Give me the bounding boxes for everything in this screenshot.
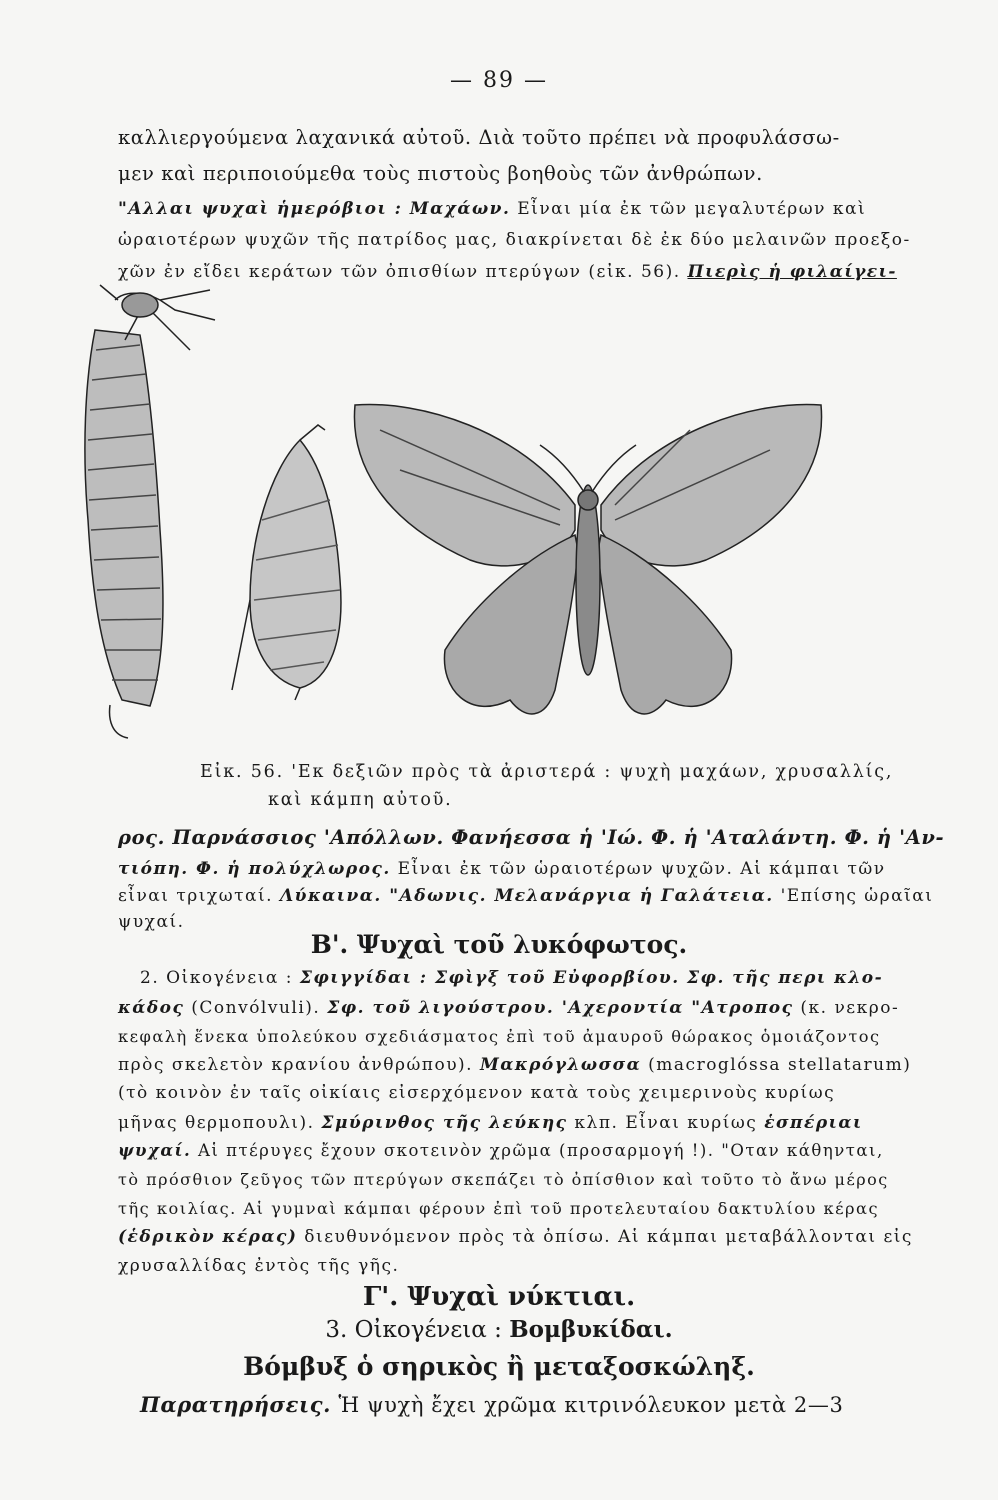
text-fragment: μῆνας θερμοπουλι). (118, 1113, 322, 1133)
text-line: μεν καὶ περιποιούμεθα τοὺς πιστοὺς βοηθοὺς τῶν ἀνθρώπων. (118, 162, 763, 185)
text-line (118, 859, 886, 879)
emphasis-text: ψυχαί. (118, 1141, 192, 1160)
species-name: Σφιγγίδαι : Σφὶγξ τοῦ Εὐφορβίου. Σφ. τῆς περι κλο- (299, 968, 884, 988)
text-line (140, 1392, 843, 1417)
text-fragment: (κ. νεκρο- (793, 998, 900, 1018)
text-line (118, 886, 933, 906)
text-fragment: Εἶναι ἐκ τῶν ὡραιοτέρων ψυχῶν. Αἱ κάμπαι τῶν (390, 859, 886, 879)
text-line: τὸ πρόσθιον ζεῦγος τῶν πτερύγων σκεπάζει τὸ ὀπίσθιον καὶ τοῦτο τὸ ἄνω μέρος (118, 1170, 889, 1189)
species-heading: Βόμβυξ ὁ σηρικὸς ἢ μεταξοσκώληξ. (243, 1352, 755, 1381)
text-fragment: 3. Οἰκογένεια : (325, 1317, 510, 1343)
text-line (118, 1055, 911, 1075)
species-name: τιόπη. Φ. ἡ πολύχλωρος. (118, 859, 391, 879)
section-heading: Β'. Ψυχαὶ τοῦ λυκόφωτος. (310, 930, 688, 959)
text-fragment: κλπ. Εἶναι κυρίως (567, 1113, 765, 1133)
figure-caption-line: καὶ κάμπη αὐτοῦ. (268, 790, 453, 810)
text-fragment: διευθυνόμενον πρὸς τὰ ὀπίσω. Αἱ κάμπαι μεταβάλλονται εἰς (297, 1227, 913, 1247)
chrysalis-drawing (232, 425, 341, 700)
emphasis-text: (ἑδρικὸν κέρας) (118, 1227, 298, 1247)
text-line: κεφαλὴ ἕνεκα ὑπολεύκου σχεδιάσματος ἐπὶ τοῦ ἀμαυροῦ θώρακος ὁμοιάζοντος (118, 1027, 881, 1046)
text-line: τῆς κοιλίας. Αἱ γυμναὶ κάμπαι φέρουν ἐπὶ τοῦ προτελευταίου δακτυλίου κέρας (118, 1199, 880, 1218)
text-fragment: εἶναι τριχωταί. (118, 886, 280, 906)
text-line (118, 998, 899, 1018)
text-fragment: (macroglóssa stellatarum) (641, 1055, 912, 1075)
text-line (118, 1227, 913, 1247)
text-line: χρυσαλλίδας ἐντὸς τῆς γῆς. (118, 1256, 400, 1276)
species-name: Πιερὶς ἡ φιλαίγει- (687, 262, 897, 282)
text-fragment: Αἱ πτέρυγες ἔχουν σκοτεινὸν χρῶμα (προσαρμογή !). "Οταν κάθηνται, (191, 1141, 884, 1160)
section-heading: Γ'. Ψυχαὶ νύκτιαι. (362, 1282, 636, 1312)
species-name: "Αλλαι ψυχαὶ ἡμερόβιοι : Μαχάων. (118, 199, 511, 219)
text-line (118, 826, 944, 849)
family-name: Βομβυκίδαι. (509, 1316, 673, 1343)
text-line (118, 1141, 884, 1160)
text-fragment: (Convólvuli). (184, 998, 328, 1018)
text-line: ὡραιοτέρων ψυχῶν τῆς πατρίδος μας, διακρίνεται δὲ ἐκ δύο μελαινῶν προεξο- (118, 230, 911, 250)
text-fragment: χῶν ἐν εἴδει κεράτων τῶν ὀπισθίων πτερύγων (εἰκ. 56). (118, 262, 688, 282)
emphasis-text: Παρατηρήσεις. (140, 1392, 332, 1417)
text-fragment: πρὸς σκελετὸν κρανίου ἀνθρώπου). (118, 1055, 480, 1075)
text-line (140, 968, 883, 988)
text-line: (τὸ κοινὸν ἐν ταῖς οἰκίαις εἰσερχόμενον κατὰ τοὺς χειμερινοὺς κυρίως (118, 1083, 836, 1103)
family-heading (0, 1316, 998, 1343)
text-fragment: 'Επίσης ὡραῖαι (773, 886, 934, 906)
text-line: καλλιεργούμενα λαχανικά αὐτοῦ. Διὰ τοῦτο πρέπει νὰ προφυλάσσω- (118, 126, 840, 149)
text-fragment: Εἶναι μία ἐκ τῶν μεγαλυτέρων καὶ (510, 199, 867, 219)
figure-caption-line: Εἰκ. 56. 'Εκ δεξιῶν πρὸς τὰ ἀριστερά : ψυχὴ μαχάων, χρυσαλλίς, (200, 762, 894, 782)
emphasis-text: ἑσπέριαι (764, 1113, 863, 1133)
species-name: Σμύρινθος τῆς λεύκης (321, 1113, 568, 1133)
text-line (118, 1113, 863, 1133)
species-name: Λύκαινα. "Αδωνις. Μελανάργια ἡ Γαλάτεια. (279, 886, 774, 906)
species-list: ρος. Παρνάσσιος 'Απόλλων. Φανήεσσα ἡ 'Ιώ. Φ. ἡ 'Αταλάντη. Φ. ἡ 'Αν- (118, 826, 945, 849)
species-name: Σφ. τοῦ λιγούστρου. 'Αχεροντία "Ατροπος (327, 998, 794, 1018)
text-fragment: Ἡ ψυχὴ ἔχει χρῶμα κιτρινόλευκον μετὰ 2—3 (331, 1393, 844, 1417)
text-line: ψυχαί. (118, 912, 185, 932)
species-name: Μακρόγλωσσα (479, 1055, 642, 1075)
text-fragment: 2. Οἰκογένεια : (140, 968, 300, 988)
butterfly-drawing (354, 404, 821, 713)
species-name: κάδος (118, 998, 185, 1018)
page-number: — 89 — (450, 68, 548, 93)
caterpillar-drawing (85, 285, 215, 738)
